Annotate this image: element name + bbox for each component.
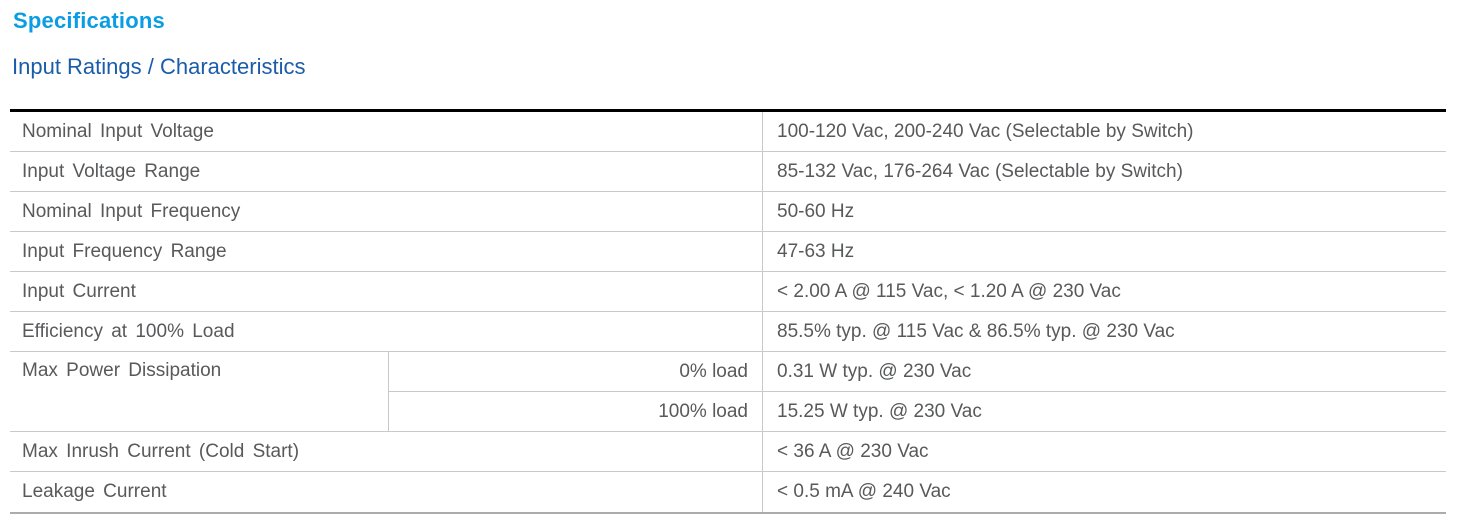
spec-row-value: 15.25 W typ. @ 230 Vac bbox=[762, 392, 1446, 432]
spec-row-label: Nominal Input Voltage bbox=[10, 112, 762, 152]
spec-row-value: 0.31 W typ. @ 230 Vac bbox=[762, 352, 1446, 392]
spec-row-value: 100-120 Vac, 200-240 Vac (Selectable by Switch) bbox=[762, 112, 1446, 152]
spec-row-label: Input Voltage Range bbox=[10, 152, 762, 192]
spec-row-value: 85.5% typ. @ 115 Vac & 86.5% typ. @ 230 Vac bbox=[762, 312, 1446, 352]
spec-row-value: < 36 A @ 230 Vac bbox=[762, 432, 1446, 472]
spec-row-label: Max Power Dissipation bbox=[10, 352, 388, 432]
spec-row-value: 85-132 Vac, 176-264 Vac (Selectable by Switch) bbox=[762, 152, 1446, 192]
spec-subcondition: 0% load bbox=[388, 352, 762, 392]
spec-row-label: Input Current bbox=[10, 272, 762, 312]
section-subtitle: Input Ratings / Characteristics bbox=[12, 54, 306, 79]
spec-row-label: Input Frequency Range bbox=[10, 232, 762, 272]
spec-row-value: < 2.00 A @ 115 Vac, < 1.20 A @ 230 Vac bbox=[762, 272, 1446, 312]
spec-row-label: Efficiency at 100% Load bbox=[10, 312, 762, 352]
spec-table bbox=[10, 109, 1446, 514]
spec-row-value: 50-60 Hz bbox=[762, 192, 1446, 232]
spec-row-value: 47-63 Hz bbox=[762, 232, 1446, 272]
spec-row-label: Nominal Input Frequency bbox=[10, 192, 762, 232]
page-title: Specifications bbox=[13, 8, 165, 33]
spec-row-label: Max Inrush Current (Cold Start) bbox=[10, 432, 762, 472]
spec-row-label: Leakage Current bbox=[22, 481, 167, 502]
spec-subcondition: 100% load bbox=[388, 392, 762, 432]
spec-row-value: < 0.5 mA @ 240 Vac bbox=[762, 472, 1446, 512]
